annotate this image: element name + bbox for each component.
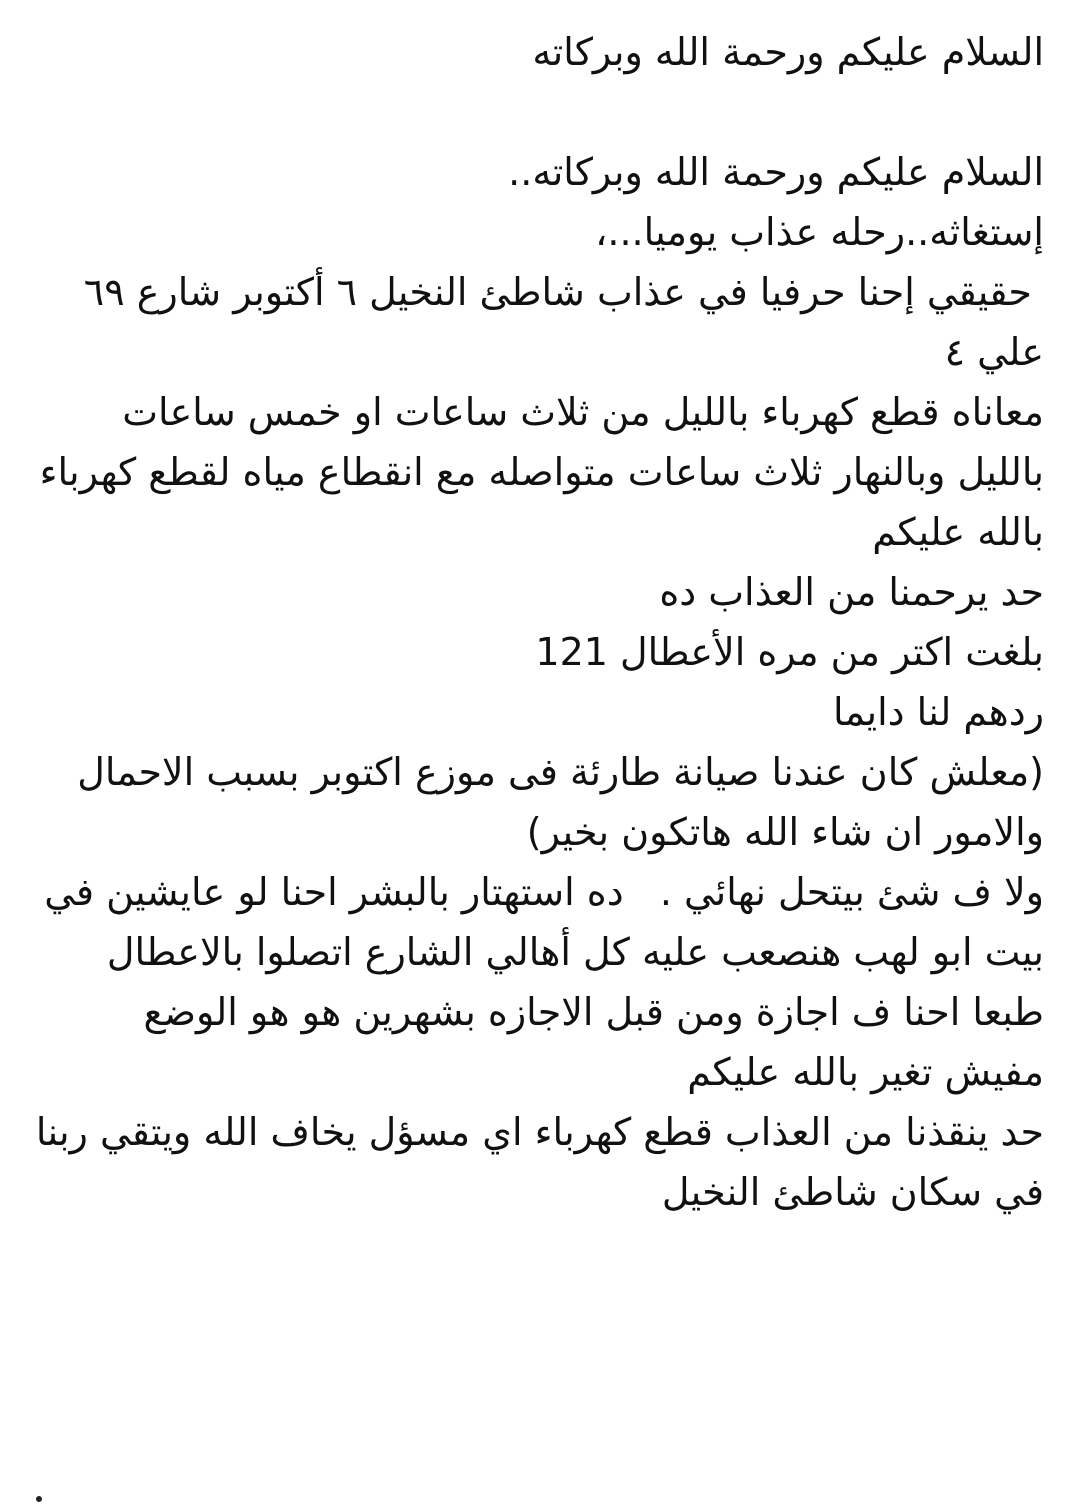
- text-line: (معلش كان عندنا صيانة طارئة فى موزع اكتوبر بسبب الاحمال والامور ان شاء الله هاتكون بخير): [65, 750, 1044, 854]
- text-line: حد ينقذنا من العذاب قطع كهرباء اي مسؤل يخاف الله ويتقي ربنا في سكان شاطئ النخيل: [23, 1110, 1044, 1214]
- text-line: حد يرحمنا من العذاب ده: [659, 570, 1044, 614]
- text-line: إستغاثه..رحله عذاب يوميا...،: [595, 210, 1044, 254]
- text-line: ولا ف شئ بيتحل نهائي . ده استهتار بالبشر احنا لو عايشين في بيت ابو لهب هنصعب عليه كل أهالي الشارع اتصلوا بالاعطال طبعا احنا ف اجازة ومن قبل الاجازه بشهرين هو هو الوضع مفيش تغير بالله عليكم: [32, 870, 1044, 1094]
- text-line: السلام عليكم ورحمة الله وبركاته..: [508, 150, 1044, 194]
- blank-line: [34, 82, 1044, 142]
- text-line: ردهم لنا دايما: [833, 690, 1044, 734]
- message-body: [23, 22, 1044, 1222]
- text-line: حقيقي إحنا حرفيا في عذاب شاطئ النخيل ٦ أكتوبر شارع ٦٩ علي ٤: [71, 270, 1044, 374]
- greeting-line: السلام عليكم ورحمة الله وبركاته: [532, 30, 1044, 74]
- text-line: معاناه قطع كهرباء بالليل من ثلاث ساعات او خمس ساعات بالليل وبالنهار ثلاث ساعات متواصله مع انقطاع مياه لقطع كهرباء بالله عليكم: [27, 390, 1044, 554]
- text-line: بلغت اكتر من مره الأعطال 121: [535, 630, 1044, 674]
- stray-dot-mark: [36, 1496, 42, 1502]
